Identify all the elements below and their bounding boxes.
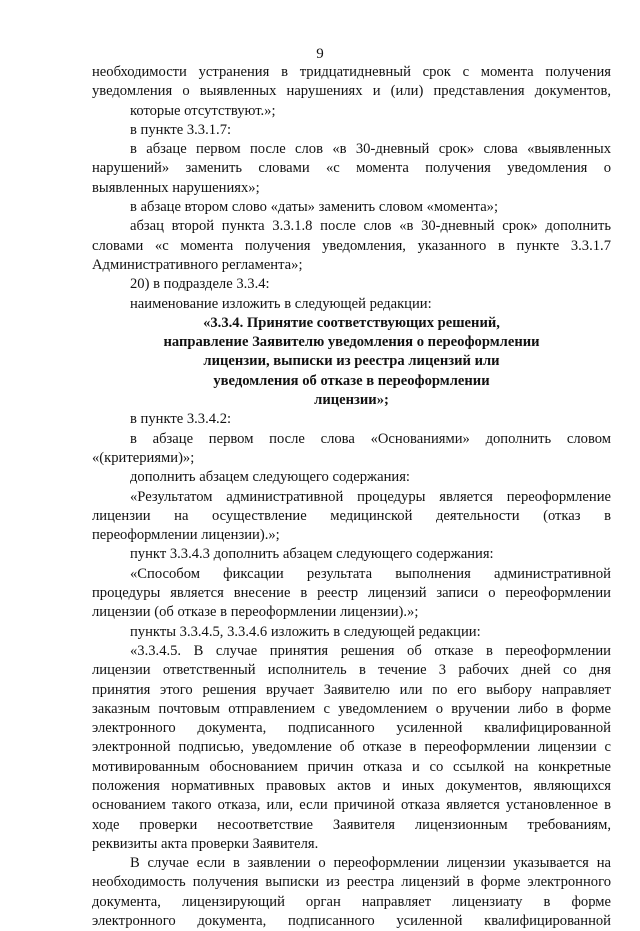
text-line: в абзаце первом после слова «Основаниями» дополнить словом bbox=[130, 430, 611, 447]
text-line: пункты 3.3.4.5, 3.3.4.6 изложить в следующей редакции: bbox=[130, 623, 481, 640]
text-line: уведомления о выявленных нарушениях и (или) представления документов, bbox=[92, 83, 611, 100]
text-line: в абзаце первом после слов «в 30-дневный срок» слова «выявленных bbox=[130, 141, 611, 158]
text-line: Административного регламента»; bbox=[92, 256, 303, 273]
text-line: лицензии, выписки из реестра лицензий или bbox=[203, 353, 500, 370]
text-line: положения нормативных правовых актов и иных документов, являющихся bbox=[92, 777, 611, 794]
text-line: «Результатом административной процедуры является переоформление bbox=[130, 488, 611, 505]
text-line: «3.3.4. Принятие соответствующих решений, bbox=[203, 314, 500, 331]
text-line: словами «с момента получения уведомления, указанного в пункте 3.3.1.7 bbox=[92, 237, 611, 254]
text-line: в абзаце втором слово «даты» заменить словом «момента»; bbox=[130, 199, 499, 216]
text-line: принятия этого решения вручает Заявителю или по его выбору направляет bbox=[92, 681, 611, 698]
text-line: абзац второй пункта 3.3.1.8 после слов «в 30-дневный срок» дополнить bbox=[130, 218, 611, 235]
text-line: наименование изложить в следующей редакции: bbox=[130, 295, 432, 312]
text-line: электронной подписью, уведомление об отказе в переоформлении лицензии с bbox=[92, 739, 611, 756]
document-body bbox=[92, 63, 611, 931]
text-line: лицензии ответственный исполнитель в течение 3 рабочих дней со дня bbox=[92, 662, 611, 679]
text-line: уведомления об отказе в переоформлении bbox=[213, 372, 490, 389]
text-line: необходимости устранения в тридцатидневный срок с момента получения bbox=[92, 64, 611, 80]
text-line: нарушений» заменить словами «с момента получения уведомления о bbox=[92, 160, 611, 177]
text-line: направление Заявителю уведомления о переоформлении bbox=[163, 334, 540, 351]
text-line: электронного документа, подписанного усиленной квалифицированной bbox=[92, 720, 611, 737]
text-line: «Способом фиксации результата выполнения административной bbox=[130, 565, 611, 582]
text-line: выявленных нарушениях»; bbox=[92, 179, 260, 196]
text-line: лицензии»; bbox=[314, 392, 389, 409]
text-line: лицензии на осуществление медицинской деятельности (отказ в bbox=[92, 507, 611, 524]
text-line: электронного документа, подписанного усиленной квалифицированной bbox=[92, 913, 611, 930]
text-line: пункт 3.3.4.3 дополнить абзацем следующего содержания: bbox=[130, 546, 494, 563]
text-line: «(критериями)»; bbox=[92, 449, 195, 466]
text-line: «3.3.4.5. В случае принятия решения об отказе в переоформлении bbox=[130, 642, 611, 659]
text-line: мотивированным обоснованием причин отказа и со ссылкой на конкретные bbox=[92, 758, 611, 775]
page-number: 9 bbox=[316, 46, 324, 62]
text-line: В случае если в заявлении о переоформлении лицензии указывается на bbox=[130, 855, 611, 872]
text-line: ходе проверки несоответствие Заявителя лицензионным требованиям, bbox=[92, 816, 611, 833]
text-line: основанием такого отказа, или, если причиной отказа является установленное в bbox=[92, 797, 611, 814]
text-line: заказным почтовым отправлением с уведомлением о вручении либо в форме bbox=[92, 700, 611, 717]
text-line: необходимость получения выписки из реестра лицензий в форме электронного bbox=[92, 874, 611, 891]
text-line: процедуры является внесение в реестр лицензий записи о переоформлении bbox=[92, 585, 611, 602]
text-line: которые отсутствуют.»; bbox=[130, 102, 276, 119]
text-line: в пункте 3.3.1.7: bbox=[130, 121, 232, 138]
text-line: дополнить абзацем следующего содержания: bbox=[130, 469, 410, 486]
text-line: лицензии (об отказе в переоформлении лицензии).»; bbox=[92, 604, 419, 621]
text-line: реквизиты акта проверки Заявителя. bbox=[92, 835, 319, 852]
text-line: переоформлении лицензии).»; bbox=[92, 527, 280, 544]
text-line: в пункте 3.3.4.2: bbox=[130, 411, 232, 428]
text-line: 20) в подразделе 3.3.4: bbox=[130, 276, 270, 293]
text-line: документа, лицензирующий орган направляет лицензиату в форме bbox=[92, 893, 611, 910]
